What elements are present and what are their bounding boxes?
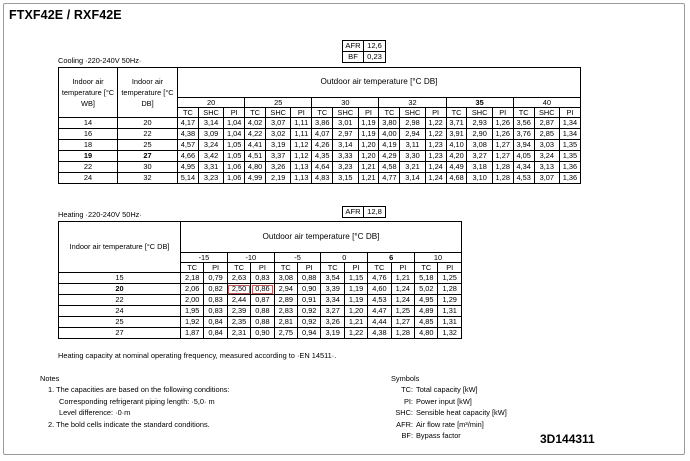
cooling-subheader: TC	[245, 108, 266, 118]
heating-value-cell: 1,95	[181, 306, 204, 317]
cooling-value-cell: 2,93	[467, 118, 492, 129]
heating-value-cell: 1,25	[391, 306, 414, 317]
heating-row	[59, 273, 462, 284]
cooling-value-cell: 1,05	[224, 151, 245, 162]
cooling-value-cell: 4,02	[245, 118, 266, 129]
document-code: 3D144311	[540, 432, 595, 446]
heating-value-cell: 4,38	[368, 328, 391, 339]
cooling-value-cell: 4,99	[245, 173, 266, 184]
cooling-value-cell: 3,13	[534, 162, 559, 173]
cooling-value-cell: 2,98	[400, 118, 425, 129]
heating-value-cell: 1,31	[438, 317, 462, 328]
symbols-heading: Symbols	[391, 374, 420, 383]
heating-value-cell: 4,76	[368, 273, 391, 284]
symbol-desc: Total capacity [kW]	[416, 385, 478, 395]
afr-value: 12,6	[364, 41, 386, 52]
heating-value-cell: 4,60	[368, 284, 391, 295]
heating-value-cell: 2,89	[274, 295, 297, 306]
heating-value-cell: 1,24	[391, 284, 414, 295]
cooling-value-cell: 3,15	[333, 173, 358, 184]
heating-value-cell: 0,84	[204, 317, 227, 328]
cooling-value-cell: 1,35	[559, 151, 580, 162]
cooling-value-cell: 4,26	[312, 140, 333, 151]
heating-subheader: TC	[321, 263, 344, 273]
cooling-value-cell: 1,22	[425, 118, 446, 129]
cooling-caption: Cooling ·220-240V 50Hz·	[58, 56, 142, 65]
cooling-value-cell: 1,19	[358, 118, 379, 129]
heating-value-cell: 2,50	[227, 284, 250, 295]
cooling-value-cell: 3,11	[400, 140, 425, 151]
heating-afr-value: 12,8	[364, 207, 386, 218]
heating-value-cell: 3,26	[321, 317, 344, 328]
cooling-value-cell: 1,11	[291, 118, 312, 129]
heating-subheader: TC	[368, 263, 391, 273]
cooling-indoor-wb-header: Indoor air temperature [°C WB]	[59, 68, 118, 118]
cooling-value-cell: 2,87	[534, 118, 559, 129]
cooling-value-cell: 1,22	[425, 129, 446, 140]
cooling-value-cell: 3,71	[446, 118, 467, 129]
cooling-value-cell: 3,91	[446, 129, 467, 140]
cooling-value-cell: 3,37	[266, 151, 291, 162]
heating-subheader: TC	[181, 263, 204, 273]
heating-value-cell: 2,81	[274, 317, 297, 328]
heating-value-cell: 1,21	[391, 273, 414, 284]
cooling-value-cell: 4,05	[513, 151, 534, 162]
cooling-value-cell: 1,34	[559, 129, 580, 140]
cooling-value-cell: 3,94	[513, 140, 534, 151]
cooling-row	[59, 162, 581, 173]
heating-subheader: PI	[298, 263, 321, 273]
bf-label: BF	[343, 52, 364, 63]
cooling-outdoor-temp: 25	[245, 98, 312, 108]
cooling-value-cell: 3,01	[333, 118, 358, 129]
heating-value-cell: 1,22	[344, 328, 367, 339]
heating-value-cell: 1,24	[391, 295, 414, 306]
cooling-value-cell: 3,08	[467, 140, 492, 151]
cooling-value-cell: 4,58	[379, 162, 400, 173]
heating-footnote: Heating capacity at nominal operating frequency, measured according to ·EN 14511·.	[58, 351, 337, 360]
symbol-key: BF:	[401, 431, 413, 441]
heating-value-cell: 0,88	[251, 317, 274, 328]
symbols-block	[391, 373, 507, 441]
heating-row	[59, 328, 462, 339]
symbol-item	[391, 396, 507, 407]
heating-value-cell: 2,06	[181, 284, 204, 295]
cooling-row	[59, 118, 581, 129]
cooling-value-cell: 4,64	[312, 162, 333, 173]
heating-subheader: TC	[227, 263, 250, 273]
cooling-value-cell: 4,34	[513, 162, 534, 173]
heating-value-cell: 2,94	[274, 284, 297, 295]
cooling-value-cell: 3,19	[266, 140, 291, 151]
cooling-value-cell: 2,94	[400, 129, 425, 140]
cooling-value-cell: 3,26	[266, 162, 291, 173]
cooling-value-cell: 3,14	[400, 173, 425, 184]
notes-line-4: 2. The bold cells indicate the standard conditions.	[48, 419, 210, 429]
heating-table	[58, 221, 462, 339]
heating-db-cell: 20	[59, 284, 181, 295]
cooling-value-cell: 4,20	[446, 151, 467, 162]
cooling-value-cell: 4,38	[178, 129, 199, 140]
cooling-value-cell: 3,86	[312, 118, 333, 129]
heating-value-cell: 1,25	[438, 273, 462, 284]
cooling-subheader: SHC	[198, 108, 223, 118]
cooling-value-cell: 3,07	[534, 173, 559, 184]
heating-caption: Heating ·220-240V 50Hz·	[58, 210, 142, 219]
cooling-value-cell: 3,18	[467, 162, 492, 173]
heating-value-cell: 2,35	[227, 317, 250, 328]
cooling-value-cell: 1,04	[224, 118, 245, 129]
cooling-value-cell: 3,24	[534, 151, 559, 162]
cooling-value-cell: 3,23	[333, 162, 358, 173]
cooling-value-cell: 1,20	[358, 151, 379, 162]
cooling-outdoor-temp: 20	[178, 98, 245, 108]
heating-value-cell: 0,83	[204, 306, 227, 317]
heating-value-cell: 2,00	[181, 295, 204, 306]
cooling-value-cell: 1,28	[492, 162, 513, 173]
notes-line-2: Corresponding refrigerant piping length: ·5,0· m	[59, 396, 215, 406]
heating-value-cell: 1,28	[391, 328, 414, 339]
heating-value-cell: 5,02	[415, 284, 438, 295]
heating-outdoor-temp: -10	[227, 253, 274, 263]
heating-value-cell: 1,20	[344, 306, 367, 317]
symbol-desc: Bypass factor	[416, 431, 461, 441]
symbol-desc: Power input [kW]	[416, 396, 472, 406]
cooling-value-cell: 1,35	[559, 140, 580, 151]
cooling-value-cell: 4,53	[513, 173, 534, 184]
cooling-db-cell: 25	[118, 140, 178, 151]
heating-value-cell: 0,87	[251, 295, 274, 306]
afr-label: AFR	[343, 41, 364, 52]
symbol-item	[391, 430, 507, 441]
cooling-value-cell: 4,35	[312, 151, 333, 162]
cooling-value-cell: 3,14	[333, 140, 358, 151]
heating-value-cell: 1,32	[438, 328, 462, 339]
cooling-value-cell: 3,80	[379, 118, 400, 129]
heating-subheader: PI	[438, 263, 462, 273]
cooling-value-cell: 2,90	[467, 129, 492, 140]
notes-line-3: Level difference: ·0·m	[59, 408, 131, 418]
heating-value-cell: 2,63	[227, 273, 250, 284]
heating-value-cell: 1,29	[438, 295, 462, 306]
cooling-value-cell: 4,07	[312, 129, 333, 140]
symbol-item	[391, 419, 507, 430]
cooling-value-cell: 1,13	[291, 162, 312, 173]
cooling-value-cell: 1,27	[492, 151, 513, 162]
cooling-afr-bf-table	[342, 40, 386, 63]
cooling-value-cell: 4,80	[245, 162, 266, 173]
heating-value-cell: 4,95	[415, 295, 438, 306]
cooling-value-cell: 1,04	[224, 129, 245, 140]
cooling-outdoor-temp: 40	[513, 98, 580, 108]
heating-value-cell: 4,85	[415, 317, 438, 328]
cooling-value-cell: 4,49	[446, 162, 467, 173]
heating-outdoor-temp: 6	[368, 253, 415, 263]
cooling-value-cell: 4,00	[379, 129, 400, 140]
cooling-row	[59, 140, 581, 151]
heating-value-cell: 0,86	[251, 284, 274, 295]
cooling-row	[59, 129, 581, 140]
cooling-value-cell: 1,23	[425, 140, 446, 151]
cooling-value-cell: 4,83	[312, 173, 333, 184]
notes-block	[40, 373, 229, 430]
heating-value-cell: 5,18	[415, 273, 438, 284]
heating-value-cell: 1,15	[344, 273, 367, 284]
cooling-value-cell: 3,42	[198, 151, 223, 162]
cooling-subheader: PI	[224, 108, 245, 118]
page-title: FTXF42E / RXF42E	[9, 8, 122, 22]
cooling-wb-cell: 19	[59, 151, 118, 162]
cooling-subheader: SHC	[534, 108, 559, 118]
cooling-table	[58, 67, 581, 184]
cooling-wb-cell: 24	[59, 173, 118, 184]
cooling-value-cell: 4,66	[178, 151, 199, 162]
cooling-row	[59, 173, 581, 184]
heating-row	[59, 317, 462, 328]
cooling-subheader: PI	[358, 108, 379, 118]
heating-row	[59, 284, 462, 295]
symbol-key: SHC:	[395, 408, 413, 418]
heating-outdoor-header: Outdoor air temperature [°C DB]	[181, 222, 462, 253]
heating-subheader: TC	[415, 263, 438, 273]
heating-outdoor-temp: 10	[415, 253, 462, 263]
heating-value-cell: 3,08	[274, 273, 297, 284]
cooling-value-cell: 3,03	[534, 140, 559, 151]
cooling-value-cell: 3,14	[198, 118, 223, 129]
heating-subheader: PI	[251, 263, 274, 273]
cooling-value-cell: 1,21	[358, 162, 379, 173]
heating-value-cell: 0,79	[204, 273, 227, 284]
notes-heading: Notes	[40, 374, 60, 383]
cooling-value-cell: 2,19	[266, 173, 291, 184]
heating-value-cell: 4,89	[415, 306, 438, 317]
cooling-value-cell: 3,30	[400, 151, 425, 162]
heating-subheader: PI	[344, 263, 367, 273]
cooling-value-cell: 1,19	[358, 129, 379, 140]
heating-subheader: PI	[391, 263, 414, 273]
heating-value-cell: 2,39	[227, 306, 250, 317]
heating-value-cell: 1,31	[438, 306, 462, 317]
heating-value-cell: 3,39	[321, 284, 344, 295]
cooling-value-cell: 1,21	[358, 173, 379, 184]
heating-value-cell: 2,83	[274, 306, 297, 317]
cooling-value-cell: 1,24	[425, 173, 446, 184]
heating-value-cell: 1,19	[344, 284, 367, 295]
cooling-value-cell: 4,22	[245, 129, 266, 140]
heating-value-cell: 4,53	[368, 295, 391, 306]
cooling-wb-cell: 16	[59, 129, 118, 140]
heating-outdoor-temp: -15	[181, 253, 228, 263]
cooling-subheader: PI	[492, 108, 513, 118]
cooling-value-cell: 4,57	[178, 140, 199, 151]
cooling-value-cell: 1,28	[492, 173, 513, 184]
cooling-subheader: PI	[559, 108, 580, 118]
heating-subheader: PI	[204, 263, 227, 273]
symbol-key: PI:	[403, 396, 413, 406]
cooling-indoor-db-header: Indoor air temperature [°C DB]	[118, 68, 178, 118]
heating-value-cell: 3,27	[321, 306, 344, 317]
cooling-value-cell: 1,06	[224, 162, 245, 173]
heating-value-cell: 3,34	[321, 295, 344, 306]
cooling-value-cell: 1,36	[559, 173, 580, 184]
heating-value-cell: 1,27	[391, 317, 414, 328]
cooling-value-cell: 1,26	[492, 129, 513, 140]
cooling-wb-cell: 18	[59, 140, 118, 151]
cooling-value-cell: 3,56	[513, 118, 534, 129]
cooling-outdoor-temp: 32	[379, 98, 446, 108]
cooling-subheader: TC	[513, 108, 534, 118]
cooling-value-cell: 4,19	[379, 140, 400, 151]
cooling-row	[59, 151, 581, 162]
heating-value-cell: 1,19	[344, 295, 367, 306]
heating-outdoor-temp: 0	[321, 253, 368, 263]
heating-value-cell: 3,19	[321, 328, 344, 339]
symbol-desc: Air flow rate [m³/min]	[416, 419, 484, 429]
cooling-value-cell: 1,34	[559, 118, 580, 129]
cooling-subheader: SHC	[333, 108, 358, 118]
cooling-wb-cell: 22	[59, 162, 118, 173]
cooling-value-cell: 5,14	[178, 173, 199, 184]
heating-row	[59, 295, 462, 306]
cooling-value-cell: 1,06	[224, 173, 245, 184]
cooling-value-cell: 1,05	[224, 140, 245, 151]
cooling-value-cell: 4,77	[379, 173, 400, 184]
cooling-value-cell: 1,20	[358, 140, 379, 151]
heating-value-cell: 0,84	[204, 328, 227, 339]
cooling-value-cell: 3,09	[198, 129, 223, 140]
cooling-value-cell: 1,36	[559, 162, 580, 173]
heating-row	[59, 306, 462, 317]
cooling-value-cell: 3,10	[467, 173, 492, 184]
heating-indoor-header: Indoor air temperature [°C DB]	[59, 222, 181, 273]
cooling-value-cell: 3,02	[266, 129, 291, 140]
cooling-value-cell: 1,26	[492, 118, 513, 129]
heating-afr-table	[342, 206, 386, 218]
cooling-value-cell: 4,17	[178, 118, 199, 129]
cooling-value-cell: 4,51	[245, 151, 266, 162]
heating-value-cell: 0,90	[251, 328, 274, 339]
cooling-subheader: TC	[178, 108, 199, 118]
symbol-item	[391, 384, 507, 395]
cooling-outdoor-temp: 30	[312, 98, 379, 108]
heating-db-cell: 22	[59, 295, 181, 306]
cooling-value-cell: 4,68	[446, 173, 467, 184]
cooling-value-cell: 4,29	[379, 151, 400, 162]
heating-db-cell: 25	[59, 317, 181, 328]
heating-value-cell: 2,75	[274, 328, 297, 339]
heating-value-cell: 4,44	[368, 317, 391, 328]
heating-value-cell: 1,92	[181, 317, 204, 328]
cooling-value-cell: 1,27	[492, 140, 513, 151]
cooling-outdoor-header: Outdoor air temperature [°C DB]	[178, 68, 581, 98]
cooling-subheader: PI	[425, 108, 446, 118]
heating-value-cell: 2,18	[181, 273, 204, 284]
heating-value-cell: 1,21	[344, 317, 367, 328]
cooling-value-cell: 1,12	[291, 151, 312, 162]
cooling-value-cell: 1,23	[425, 151, 446, 162]
cooling-db-cell: 30	[118, 162, 178, 173]
bf-value: 0,23	[364, 52, 386, 63]
heating-value-cell: 0,83	[204, 295, 227, 306]
cooling-value-cell: 4,41	[245, 140, 266, 151]
cooling-value-cell: 3,23	[198, 173, 223, 184]
heating-value-cell: 0,82	[204, 284, 227, 295]
cooling-value-cell: 1,12	[291, 140, 312, 151]
cooling-wb-cell: 14	[59, 118, 118, 129]
heating-value-cell: 4,47	[368, 306, 391, 317]
cooling-subheader: SHC	[467, 108, 492, 118]
cooling-value-cell: 3,76	[513, 129, 534, 140]
heating-value-cell: 0,83	[251, 273, 274, 284]
cooling-value-cell: 3,27	[467, 151, 492, 162]
cooling-value-cell: 2,85	[534, 129, 559, 140]
cooling-outdoor-temp: 35	[446, 98, 513, 108]
cooling-value-cell: 3,31	[198, 162, 223, 173]
heating-value-cell: 0,91	[298, 295, 321, 306]
cooling-value-cell: 1,11	[291, 129, 312, 140]
heating-value-cell: 1,28	[438, 284, 462, 295]
heating-value-cell: 3,54	[321, 273, 344, 284]
cooling-value-cell: 2,97	[333, 129, 358, 140]
cooling-value-cell: 4,10	[446, 140, 467, 151]
heating-value-cell: 2,44	[227, 295, 250, 306]
cooling-value-cell: 3,07	[266, 118, 291, 129]
cooling-subheader: PI	[291, 108, 312, 118]
cooling-value-cell: 1,24	[425, 162, 446, 173]
heating-db-cell: 15	[59, 273, 181, 284]
cooling-value-cell: 4,95	[178, 162, 199, 173]
cooling-subheader: TC	[379, 108, 400, 118]
heating-value-cell: 2,31	[227, 328, 250, 339]
symbol-desc: Sensible heat capacity [kW]	[416, 408, 507, 418]
heating-db-cell: 24	[59, 306, 181, 317]
cooling-db-cell: 32	[118, 173, 178, 184]
symbol-key: TC:	[401, 385, 413, 395]
cooling-value-cell: 3,24	[198, 140, 223, 151]
heating-value-cell: 4,80	[415, 328, 438, 339]
heating-afr-label: AFR	[343, 207, 364, 218]
cooling-db-cell: 27	[118, 151, 178, 162]
notes-line-1: 1. The capacities are based on the following conditions:	[48, 385, 230, 395]
cooling-subheader: TC	[446, 108, 467, 118]
heating-value-cell: 0,94	[298, 328, 321, 339]
heating-value-cell: 0,92	[298, 317, 321, 328]
heating-db-cell: 27	[59, 328, 181, 339]
cooling-value-cell: 3,33	[333, 151, 358, 162]
cooling-value-cell: 3,21	[400, 162, 425, 173]
symbol-item	[391, 407, 507, 418]
heating-value-cell: 0,90	[298, 284, 321, 295]
heating-subheader: TC	[274, 263, 297, 273]
cooling-subheader: SHC	[400, 108, 425, 118]
heating-value-cell: 1,87	[181, 328, 204, 339]
heating-value-cell: 0,92	[298, 306, 321, 317]
heating-outdoor-temp: -5	[274, 253, 321, 263]
heating-value-cell: 0,88	[298, 273, 321, 284]
heating-value-cell: 0,88	[251, 306, 274, 317]
cooling-value-cell: 1,13	[291, 173, 312, 184]
cooling-db-cell: 20	[118, 118, 178, 129]
cooling-subheader: TC	[312, 108, 333, 118]
cooling-subheader: SHC	[266, 108, 291, 118]
symbol-key: AFR:	[396, 419, 413, 429]
cooling-db-cell: 22	[118, 129, 178, 140]
